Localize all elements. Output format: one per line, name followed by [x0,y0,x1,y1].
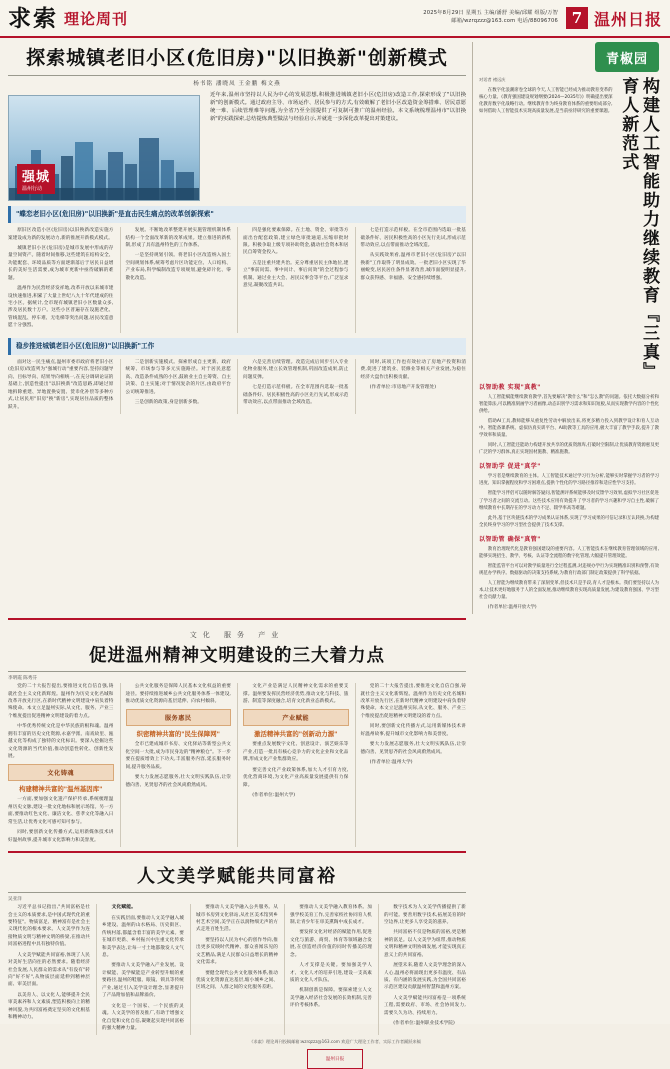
feature3-block1-sub: 织密精神共富的"民生保障网" [136,730,220,739]
paragraph: 五是注重共建共治。充分尊重居民主体地位,建立"事前问需、事中问计、事后问效"的全过程参与机制。通过业主大会、居民议事会等平台,广泛征求意见,凝聚改造共识。 [243,260,349,289]
feature1-deck: 近年来,温州市坚持以人民为中心的发展思想,积极推进城镇老旧小区(危旧房)改造工作,探索形成了"以旧换新"的创新模式。通过政府主导、市场运作、居民参与的方式,有效破解了老旧小区改造资金筹措难、居民意愿统一难、后续管理难等问题,为全省乃至全国提供了可复制可推广的温州经验。本文系统梳理温州市"以旧换新"的实践探索,总结提炼典型做法与经验启示,并就进一步深化改革提出对策建议。 [210,91,466,123]
feature1-b-col1 [8,359,114,414]
feature3-col-lead [8,683,114,847]
paragraph: 同时,该项工作也有效拉动了房地产投资和消费,促进了建筑业、装修业等相关产业发展,为稳住经济大盘作出积极贡献。 [360,359,466,380]
paragraph: 共同富裕不仅是物质的富裕,更是精神的富足。以人文美学为纽带,推动物质文明和精神文明协调发展,才能实现真正意义上的共同富裕。 [384,930,466,958]
feature3-lead [8,683,114,760]
paragraph: 全市已建成城市书房、文化驿站等新型公共文化空间一大批,成为市民身边的"精神粮仓"。下一步要在提质增效上下功夫,丰富服务内容,延长服务时间,提升服务品质。 [125,742,231,770]
paragraph: 借助AI工具,教师能够从重复性劳动中解放出来,将更多精力投入到教学设计和育人互动中。智能备课系统、虚拟仿真实训平台、AI助教等工具的应用,极大丰富了教学手段,提升了教学效率和质量。 [479,419,659,439]
section-feature1 [8,42,662,614]
paragraph: 在数字化浪潮席卷全球的今天,人工智能已经成为推动教育变革的核心力量。《教育强国建设规划纲要(2024—2035年)》明确提出要深化教育数字化战略行动。继续教育作为终身教育体系的重要组成部分,如何借助人工智能技术实现高质量发展,是当前亟待研究的重要课题。 [479,87,613,114]
masthead-info [128,10,566,26]
paragraph: 二是创新实施模式。探索形成自主更新、政府统筹、市场参与等多元实施路径。对于居民意愿高、改造条件成熟的小区,鼓励业主自主筹资、自主决策、自主实施;对于情况复杂的片区,由政府平台公司统筹推进。 [125,359,231,395]
feature3-col-2 [120,683,232,847]
feature3-headline: 促进温州精神文明建设的三大着力点 [89,646,385,667]
paragraph: 同时,要创新文化传播方式,运用新媒体技术讲好温州故事,提升城市文化影响力和美誉度。 [8,830,114,843]
paragraph: 机制创新是保障。要探索建立人文美学融入经济社会发展的长效机制,完善评价考核体系。 [290,988,372,1009]
paragraph: 展望未来,随着人文美学理念的深入人心,温州必将涌现出更多有温度、有品质、有内涵的发展实践,为全国共同富裕示范区建设贡献温州智慧和温州方案。 [384,963,466,991]
paragraph: 要完善文化产业政策体系,加大人才引育力度,优化营商环境,为文化产业高质量发展提供有力保障。 [243,767,349,788]
feature1-photo [8,95,200,201]
feature4-headline: 人文美学赋能共同富裕 [137,866,337,888]
feature3-col4-body [361,683,467,766]
paragraph: 要重点发展数字文化、创意设计、演艺娱乐等产业,打造一批具有核心竞争力的文化企业和文化品牌,形成文化产业集群效应。 [243,742,349,763]
feature2-section-tag: 以智助学 促进"真学" [479,463,541,471]
feature1-left [8,42,466,614]
feature3-block1-title: 服务惠民 [126,709,232,726]
paragraph: 要健全现代公共文化服务体系,推动优质文化资源直达基层,缩小城乡之间、区域之间、人群之间的文化服务差距。 [196,970,278,991]
paragraph: 要发挥文化对经济的赋能作用,促进文化与旅游、商贸、体育等领域融合发展,在创造经济价值的同时传播美的理念。 [290,930,372,958]
paragraph: (作者单位:温州大学) [252,793,296,799]
feature3-body [8,624,466,847]
feature2-section-tag: 以智助管 确保"真管" [479,535,541,543]
paragraph: 温州作为民营经济发祥地,改革开放以来城市建设快速推进,积累了大量上世纪八九十年代建成的住宅小区。据统计,全市现有城镇老旧小区数量众多,涉及居民数十万户。这些小区普遍存在设施老化、管线混乱、停车难、无电梯等突出问题,居民改造意愿十分强烈。 [8,286,114,329]
paragraph: 七是打造示范样板。在全市范围内选取一批基础条件好、居民积极性高的小区先行先试,形成示范带动效应,以点带面推动全域改造。 [243,385,349,406]
masthead-info-line-2: 邮箱/wzrqzzz@163.com 电话/88096706 [451,18,558,24]
feature3-col2-top [126,683,232,705]
section-feature4 [8,857,662,1035]
feature2-section-2 [479,534,659,611]
feature1-col2 [120,227,232,333]
footer-stamp: 温州日报 [307,1049,363,1069]
feature3-block2-title: 产业赋能 [243,709,349,726]
feature1-b-col4 [355,359,467,414]
feature4-col3 [190,904,278,1035]
feature2-section-body [479,394,659,456]
paragraph: 此外,基于区块链技术的学习成果认证体系,实现了学习成果的可信记录和互认转换,为构建全民终身学习的学习型社会提供了技术支撑。 [479,515,659,528]
feature3-col-3 [237,683,349,847]
paragraph: 党的二十大报告提出,要推进文化自信自强,铸就社会主义文化新辉煌。温州作为历史文化名城和改革开放先行区,在新时代精神文明建设中肩负着特殊使命。本文立足温州实际,从文化、服务、产业三个维度提出促进精神文明建设的着力点。 [360,684,466,719]
feature3-block2-sub: 激活精神共富的"创新动力源" [254,730,338,739]
paragraph: 七是打造示范样板。在全市范围内选取一批基础条件好、居民积极性高的小区先行先试,形成示范带动效应,以点带面推动全域改造。 [360,228,466,248]
paragraph: 发展。不断地改革整建开展实施管理机制体系结构一个全面改革新的改革成果。建立推进的新机制,形成了具有温州特色的工作体系。 [125,228,231,248]
paragraph: 文化是一个国家、一个民族的灵魂。人文美学的普及推广,有助于增强文化自觉和文化自信,凝聚起实现共同富裕的强大精神力量。 [102,1003,184,1031]
section-feature3 [8,624,662,847]
paragraph: 人工智能赋能继续教育教学,首先要解决"教什么"和"怎么教"的问题。依托大数据分析和智能算法,可以精准刻画学习者画像,动态识别学习需求和知识短板,从而实现教学内容的个性化供给。 [479,395,659,415]
paragraph: 原旧区改造小区(危旧房)以旧换新改造实施方案建设成为新的发展动力,新的推展开新模式模式。 [8,228,114,241]
paragraph: 以美育人、以文化人,能够提升全民审美素养和人文素质,塑造积极向上的精神风貌,为共同富裕奠定坚实的文化根基和精神动力。 [8,992,90,1021]
feature2-intro-side [479,77,613,118]
feature2-section-tag: 以智助教 实现"真教" [479,384,541,391]
paragraph: 公共文化服务是保障人民基本文化权益的重要途径。要持续推进城乡公共文化服务体系一体建设,推动优质文化资源向基层延伸、向农村倾斜。 [125,684,231,704]
masthead [0,0,670,38]
qiangcheng-stamp [17,164,55,194]
paragraph: 人文美学赋能共同富裕是一项系统工程,需要政府、市场、社会协同发力,需要久久为功、持续用力。 [384,995,466,1016]
feature1-columns-bottom [8,359,466,414]
feature1-subhead-2: 稳步推进城镇老旧小区(危旧房)"以旧换新"工作 [8,338,466,355]
feature3-columns [8,683,466,847]
feature4-col2-lead: 文化赋能。 [111,905,137,911]
paragraph: 学习者是继续教育的主体。人工智能技术通过学习行为分析,能够实时掌握学习者的学习进度、知识掌握程度和学习困难点,提供个性化的学习路径推荐和适应性学习支持。 [479,474,659,487]
green-badge: 青椒园 [595,42,659,72]
feature3-kicker: 文化 服务 产业 [189,631,285,640]
paragraph: (作者单位:温州大学) [369,760,413,766]
feature3-block1-body [126,741,232,789]
feature3-col3-top [243,683,349,705]
feature1-col4 [355,227,467,333]
paragraph: 文化产业是满足人民精神文化需求的重要支撑。温州要发挥民营经济优势,推动文化与科技、旅游、制造等深度融合,培育文化新业态新模式。 [243,684,349,704]
feature3-col-4 [355,683,467,847]
feature2-head-row [479,77,659,377]
masthead-subtitle: 理论周刊 [64,9,129,28]
feature1-byline: 杨书铭 潘晓凤 王金鹏 梅文燕 [193,80,281,87]
feature1-b-col3 [237,359,349,414]
footer-note: 《求索》理论周刊投稿邮箱:wzrqzzz@163.com 欢迎广大理论工作者、实际工作者踊跃来稿 [249,1039,421,1045]
paragraph: 同时,人工智能还能助力构建开放共享的优质资源库,打破时空限制,让优质教育资源惠及更广泛的学习群体,真正实现因材施教、精准施教。 [479,443,659,456]
feature2-panel [472,42,659,614]
feature1-columns-top [8,227,466,333]
paragraph: 在实践层面,要推动人文美学融入城乡建设。温州的山水格局、历史街区、传统村落,都蕴含着丰富的美学元素。要在城市更新、乡村振兴中注重文化传承和美学表达,让每一寸土地都散发人文气息。 [102,915,184,959]
feature4-col2 [96,904,184,1035]
feature1-headline: 探索城镇老旧小区(危旧房)"以旧换新"创新模式 [26,47,448,69]
paragraph: 要推动人文美学融入公共服务。从城市书房到文化驿站,从社区美术馆到乡村艺术空间,美学正在以润物细无声的方式走进百姓生活。 [196,905,278,933]
stamp-main-text: 强城 [22,169,51,185]
paragraph: 面对这一民生痛点,温州市委市政府将老旧小区(危旧房)改造列为"强城行动"重要内容,坚持问题导向、目标导向、结果导向相统一,在充分调研论证的基础上,创造性提出"以旧换新"改造思路,即通过原地拆除重建、异地置换安置、货币化补偿等多种方式,让居民用"旧房"换"新房",实现居住品质的整体跃升。 [8,359,114,410]
feature2-vertical-title: 构建人工智能助力继续教育『三真』育人新范式 [618,77,659,373]
paragraph: 四是强化要素保障。在土地、资金、审批等方面出台配套政策,建立绿色审批通道,压缩审批时限。积极争取上级专项补助资金,撬动社会资本和居民自筹资金投入。 [243,228,349,256]
feature4-right-gutter [472,857,652,1035]
feature4-body [8,857,466,1035]
feature2-intro [479,87,613,115]
feature2-section-body [479,546,659,611]
paragraph: 中华优秀传统文化是中华民族的根和魂。温州拥有丰富的历史文化资源,永嘉学派、南戏故里、瓯越文化等构成了独特的文化标识。要深入挖掘这些文化资源的当代价值,推动创造性转化、创新性发展。 [8,724,114,760]
feature1-col1 [8,227,114,333]
paragraph: 要推动人文美学融入教育体系。加强学校美育工作,完善家校社协同育人机制,让青少年在审美熏陶中成长成才。 [290,905,372,925]
feature3-block0-title: 文化铸魂 [8,764,114,781]
page-number: 7 [566,7,588,29]
paragraph: 要大力发展志愿服务,壮大文明实践队伍,让崇德向善、见贤思齐的社会风尚蔚然成风。 [360,742,466,755]
feature1-b-col2 [120,359,232,414]
paragraph: 智能学习伴侣可以随时解答疑问,智能测评系统能够及时反馈学习效果,虚拟学习社区促进了学习者之间的交流互动。这些技术应用有效提升了学习者的学习兴趣和学习自主性,破解了继续教育中长期存在的学习动力不足、辍学率高等难题。 [479,491,659,511]
paragraph: (作者单位:温州开放大学) [487,605,537,611]
feature2-section-1 [479,461,659,528]
paragraph: 一方面,要加强文化遗产保护传承,系统梳理温州历史文脉,建设一批文化地标和展示场馆。另一方面,要推动红色文化、廉洁文化、慈孝文化等融入日常生活,让优秀文化可感可知可参与。 [8,797,114,825]
masthead-info-line-1: 2025年8月29日 星期五 主编/潘舒 美编/邱耀 组版/万智 [423,10,558,17]
masthead-logo: 求索 [8,4,58,32]
paragraph: 习近平总书记指出,"共同富裕是社会主义的本质要求,是中国式现代化的重要特征"。物质富足、精神富有是社会主义现代化的根本要求。人文美学作为连接物质文明与精神文明的桥梁,在推动共同富裕进程中具有独特价值。 [8,905,91,948]
paragraph: 人才支撑是关键。要加强美学人才、文化人才的培养引进,建设一支高素质的文化人才队伍。 [290,963,372,984]
paragraph: 六是完善后续管理。改造完成后同步引入专业化物业服务,建立长效管理机制,巩固改造成果,防止问题反弹。 [243,359,349,380]
feature3-byline: 李明霞 陈秀芬 [8,676,38,682]
paragraph: 党的二十大报告提出,要推进文化自信自强,铸就社会主义文化新辉煌。温州作为历史文化名城和改革开放先行区,在新时代精神文明建设中肩负着特殊使命。本文立足温州实际,从文化、服务、产业三个维度提出促进精神文明建设的着力点。 [8,684,114,719]
feature4-col5 [378,904,466,1035]
paragraph: 要推动人文美学融入产业发展。设计赋能、美学赋能是产业转型升级的重要路径,温州的鞋服、眼镜、锁具等传统产业,通过引入美学设计理念,显著提升了产品附加值和品牌溢价。 [102,963,184,999]
feature4-byline: 吴亚洋 [8,897,22,903]
feature4-col1 [8,904,90,1035]
feature4-col4 [284,904,372,1035]
page-body [0,38,670,1069]
feature4-columns [8,904,466,1035]
stamp-sub-text: 温州行动 [22,185,43,192]
paragraph: 一是坚持规划引领。将老旧小区改造纳入国土空间规划体系,统筹考虑片区功能定位、人口结构、产业布局,科学编制改造专项规划,避免碎片化、零散化改造。 [125,253,231,281]
feature3-block2-body [243,741,349,799]
paragraph: (作者单位:温州职业技术学院) [393,1021,455,1027]
paragraph: 人工智能为继续教育带来了深刻变革,但技术只是手段,育人才是根本。我们要坚持以人为本,让技术更好地服务于人的全面发展,推动继续教育实现高质量发展,为建设教育强国、学习型社会贡献力量。 [479,580,659,600]
paragraph: 城镇老旧小区(危旧房)是城市发展中形成的存量空间资产。随着时间推移,这些建筑在结构安全、功能配套、环境品质等方面逐渐落后于居民日益增长的美好生活需要,成为城市更新中亟待破解的难题。 [8,245,114,281]
paragraph: 人文美学赋能共同富裕,体现了人民对美好生活向往的必然要求。随着经济社会发展,人民群众的需求从"有没有"转向"好不好",从物质层面延伸到精神层面、审美层面。 [8,952,90,988]
paragraph: 同时,要创新文化传播方式,运用新媒体技术讲好温州故事,提升城市文化影响力和美誉度。 [360,724,466,737]
paper-name: 温州日报 [593,9,662,29]
feature1-col3 [237,227,349,333]
paragraph: 要大力发展志愿服务,壮大文明实践队伍,让崇德向善、见贤思齐的社会风尚蔚然成风。 [125,775,231,788]
paragraph: 要坚持以人民为中心的创作导向,推出更多反映时代精神、群众喜闻乐见的文艺精品,满足人民群众日益增长的精神文化需求。 [196,937,278,966]
paragraph: (作者单位:市房地产开发管理处) [369,385,437,391]
feature1-subhead-1: "蝶恋老旧小区(危旧房)"以旧换新"是直击民生痛点的改革创新探索" [8,206,466,223]
paragraph: 智能监管平台可以对教学质量进行全过程监测,对违规办学行为实现精准识别和预警,有效规范办学秩序。数据驱动的决策支持系统,为教育行政部门制定政策提供了科学依据。 [479,563,659,576]
paragraph: 从实践效果看,温州市老旧小区(危旧房)"以旧换新"工作取得了明显成效。一批老旧小区实现了华丽蜕变,居民居住条件显著改善,城市面貌明显提升,群众获得感、幸福感、安全感持续增强。 [360,253,466,281]
paragraph: 数字技术为人文美学传播提供了新的可能。要善用数字技术,拓展美育的时空边界,让更多人享受美的滋养。 [384,905,466,925]
paragraph: 三是创新的政策,身是创新多数。 [134,400,202,406]
paragraph: 教育治理现代化是教育强国建设的重要内容。人工智能技术在继续教育管理领域的应用,能够实现招生、教学、考核、认证等全流程的数字化管理,大幅提升管理效能。 [479,546,659,559]
feature2-editor-note: 对话者 褚远庆 [479,77,506,82]
feature2-section-body [479,473,659,528]
feature3-block0-sub: 构建精神共富的"温州基因库" [19,785,103,794]
feature2-section-0 [479,382,659,456]
feature3-block0-body [8,796,114,844]
